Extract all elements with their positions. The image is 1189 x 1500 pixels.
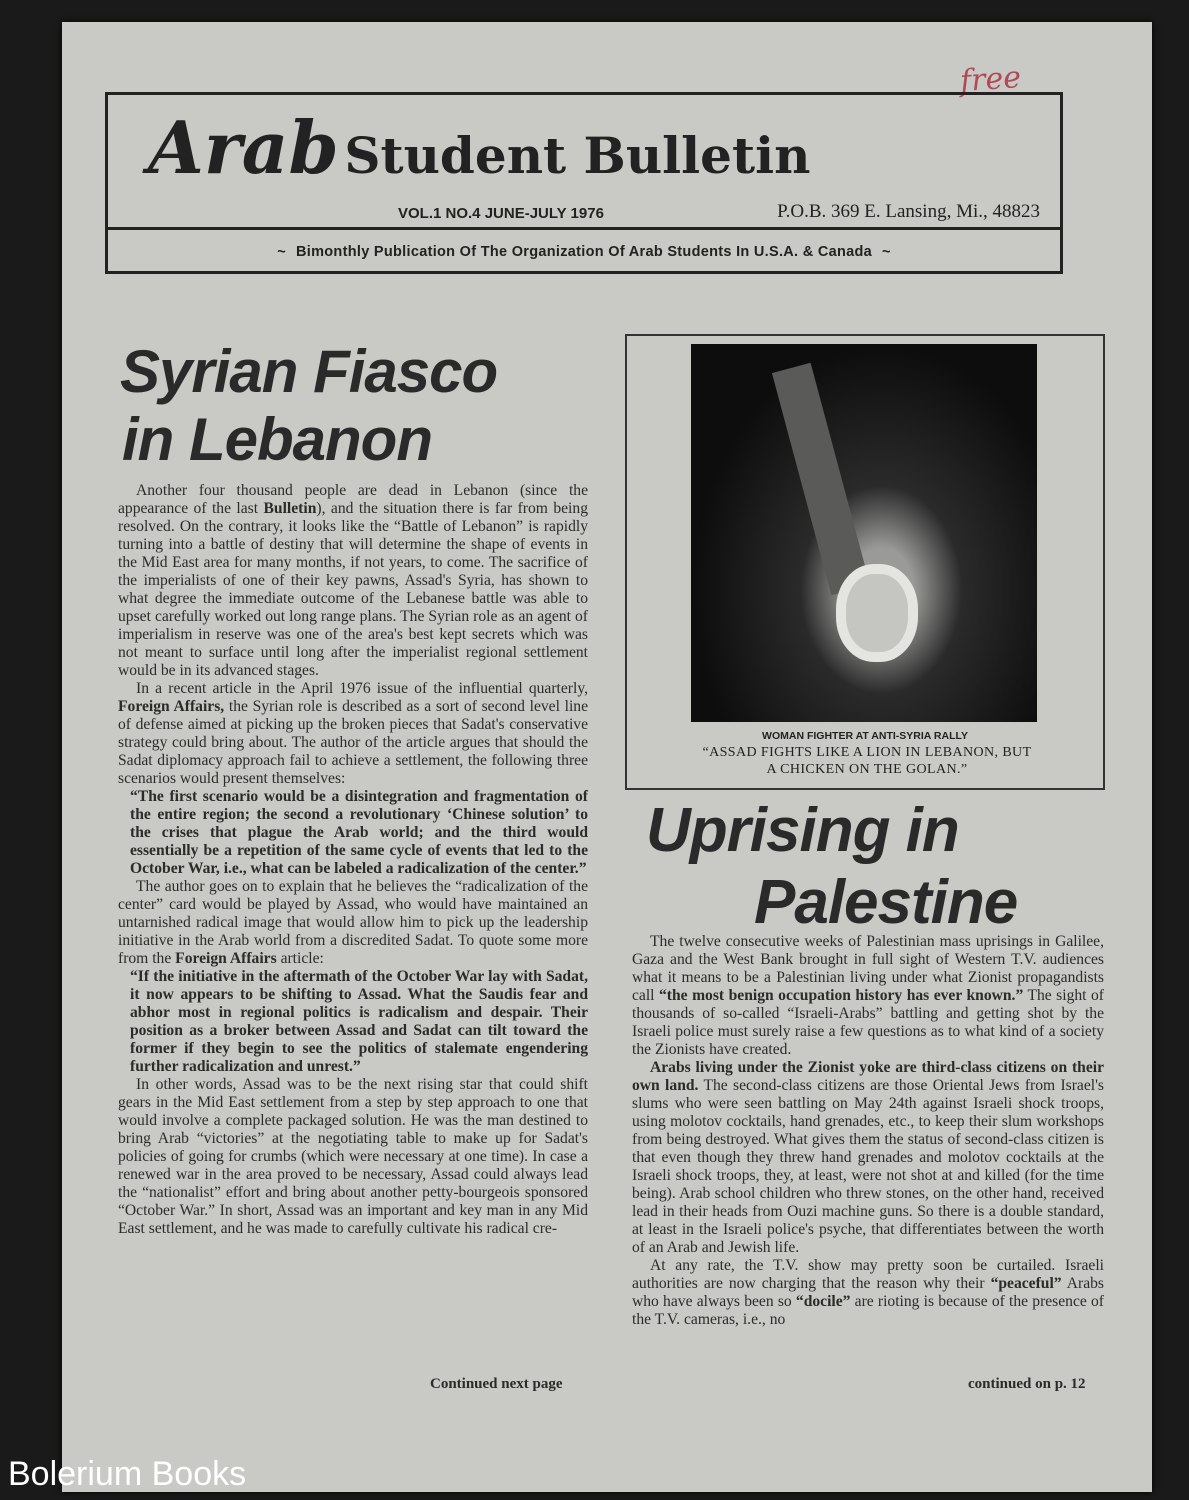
article1-continued: Continued next page: [430, 1376, 563, 1392]
handwritten-note: free: [958, 59, 1023, 100]
rally-photo: [691, 344, 1037, 722]
paragraph: [632, 933, 1104, 1059]
article1-headline-line2: in Lebanon: [122, 406, 432, 473]
text-run: The twelve consecutive weeks of Palestinian mass uprisings in Galilee, Gaza and the West Bank brought in full sight of Western T.V. audiences what it means to be a Palestinian living under what Zionist propagandists call: [632, 933, 1104, 1004]
article1-headline: [120, 338, 497, 474]
paragraph: [118, 680, 588, 788]
masthead: [105, 92, 1063, 274]
photo-frame: [625, 334, 1105, 790]
paragraph: [118, 482, 588, 680]
paragraph: [632, 1257, 1104, 1329]
photo-caption-title: WOMAN FIGHTER AT ANTI-SYRIA RALLY: [762, 730, 968, 742]
text-run: Arabs living under the Zionist yoke are third-class citizens on their own land.: [632, 1059, 1104, 1094]
masthead-title-rest: Student Bulletin: [344, 126, 811, 185]
paragraph: [118, 1076, 588, 1238]
text-run: The sight of thousands of so-called “Israeli-Arabs” battling and getting shot by the Israeli police must surely raise a few questions as to what kind of a society the Zionists have created.: [632, 987, 1104, 1058]
text-run: Another four thousand people are dead in Lebanon (since the appearance of the last: [118, 482, 588, 517]
quote-paragraph: [118, 968, 588, 1076]
article2-headline-line1: Uprising in: [646, 796, 959, 865]
text-run: article:: [276, 950, 324, 967]
masthead-subtitle: Bimonthly Publication Of The Organization Of Arab Students In U.S.A. & Canada: [295, 244, 872, 260]
watermark: Bolerium Books: [8, 1455, 247, 1493]
text-run: “peaceful”: [990, 1275, 1062, 1292]
article1-body: [118, 482, 588, 1238]
text-run: Foreign Affairs: [175, 950, 277, 967]
text-run: ), and the situation there is far from being resolved. On the contrary, it looks like the “Battle of Lebanon” is rapidly turning into a battle of destiny that will determine the shape of events in the Mid East area for many months, if not years, to come. The sacrifice of the imperialists of one of their key pawns, Assad's Syria, has shown to what degree the immediate outcome of the Lebanese battle was able to upset carefully worked out long range plans. The Syrian role as an agent of imperialism in reserve was one of the area's best kept secrets which was not meant to surface until long after the imperialist regional settlement would be in its advanced stages.: [118, 500, 588, 679]
text-run: Arabs who have always been so: [632, 1275, 1104, 1310]
text-run: are rioting is because of the presence of the T.V. cameras, i.e., no: [632, 1293, 1104, 1328]
article1-headline-line1: Syrian Fiasco: [120, 338, 498, 405]
issue-info: VOL.1 NO.4 JUNE-JULY 1976: [398, 205, 604, 222]
article2-body: [632, 933, 1104, 1329]
text-run: At any rate, the T.V. show may pretty soon be curtailed. Israeli authorities are now charging that the reason why their: [632, 1257, 1104, 1292]
text-run: In other words, Assad was to be the next rising star that could shift gears in the Mid East settlement from a step by step approach to one that would involve a complete packaged solution. He was the man destined to bring Arab “victories” at the negotiating table to make up for Sadat's policies of going for crumbs (which were necessary at one time). In case a renewed war in the area proved to be necessary, Assad could always lead the “nationalist” effort and bring about another petty-bourgeois sponsored “October War.” In short, Assad was an important and key man in any Mid East settlement, and he was made to carefully cultivate his radical cre-: [118, 1076, 588, 1237]
raised-arm: [772, 363, 870, 596]
article2-headline-line2: Palestine: [754, 868, 1018, 937]
article2-headline: [646, 795, 1017, 939]
text-run: Foreign Affairs,: [118, 698, 225, 715]
article2-continued: continued on p. 12: [968, 1376, 1086, 1392]
quote-paragraph: [118, 788, 588, 878]
text-run: “If the initiative in the aftermath of the October War lay with Sadat, it now appears to be shifting to Assad. What the Saudis fear and abhor most in regional politics is radicalism and despair. Their position as a broker between Assad and Sadat can tilt toward the former if they begin to see the politics of stalemate engendering further radicalization and unrest.”: [130, 968, 588, 1075]
dash-ornament: ~: [882, 244, 891, 260]
photo-caption-quote: “ASSAD FIGHTS LIKE A LION IN LEBANON, BUT A CHICKEN ON THE GOLAN.”: [702, 745, 1032, 777]
text-run: “docile”: [795, 1293, 851, 1310]
mailing-address: P.O.B. 369 E. Lansing, Mi., 48823: [777, 201, 1040, 222]
dash-ornament: ~: [277, 244, 286, 260]
paragraph: [118, 878, 588, 968]
masthead-title-arab: Arab: [148, 105, 339, 190]
text-run: The author goes on to explain that he believes the “radicalization of the center” card would be played by Assad, who would have maintained an untarnished radical image that would allow him to pick up the leadership initiative in the Arab world from a discredited Sadat. To quote some more from the: [118, 878, 588, 967]
text-run: The second-class citizens are those Oriental Jews from Israel's slums who were seen battling on May 24th against Israeli shock troops, using molotov cocktails, hand grenades, etc., to keep their slum workshops from being destroyed. What gives them the status of second-class citizen is that even though they threw hand grenades and molotov cocktails at the Israeli shock troops, they, at least, were not shot at and killed (for the time being). Arab school children who threw stones, on the other hand, received lead in their heads from Ouzi machine guns. So there is a double standard, at least in the Israeli police's psyche, that differentiates between the worth of an Arab and Jewish life.: [632, 1077, 1104, 1256]
masthead-subtitle-box: [108, 227, 1060, 274]
text-run: “the most benign occupation history has ever known.”: [659, 987, 1024, 1004]
text-run: In a recent article in the April 1976 issue of the influential quarterly,: [136, 680, 588, 697]
paragraph: [632, 1059, 1104, 1257]
woman-face: [846, 574, 908, 652]
text-run: “The first scenario would be a disintegration and fragmentation of the entire region; the second a revolutionary ‘Chinese solution’ to the crises that plague the Arab world; and the third would essentially be a repetition of the same cycle of events that led to the October War, i.e., what can be labeled a radicalization of the center.”: [130, 788, 588, 877]
text-run: Bulletin: [263, 500, 317, 517]
text-run: the Syrian role is described as a sort of second level line of defense aimed at picking up the broken pieces that Sadat's conservative strategy could bring about. The author of the article argues that should the Sadat diplomacy approach fail to achieve a settlement, the following three scenarios would present themselves:: [118, 698, 588, 787]
masthead-title: [148, 105, 810, 190]
